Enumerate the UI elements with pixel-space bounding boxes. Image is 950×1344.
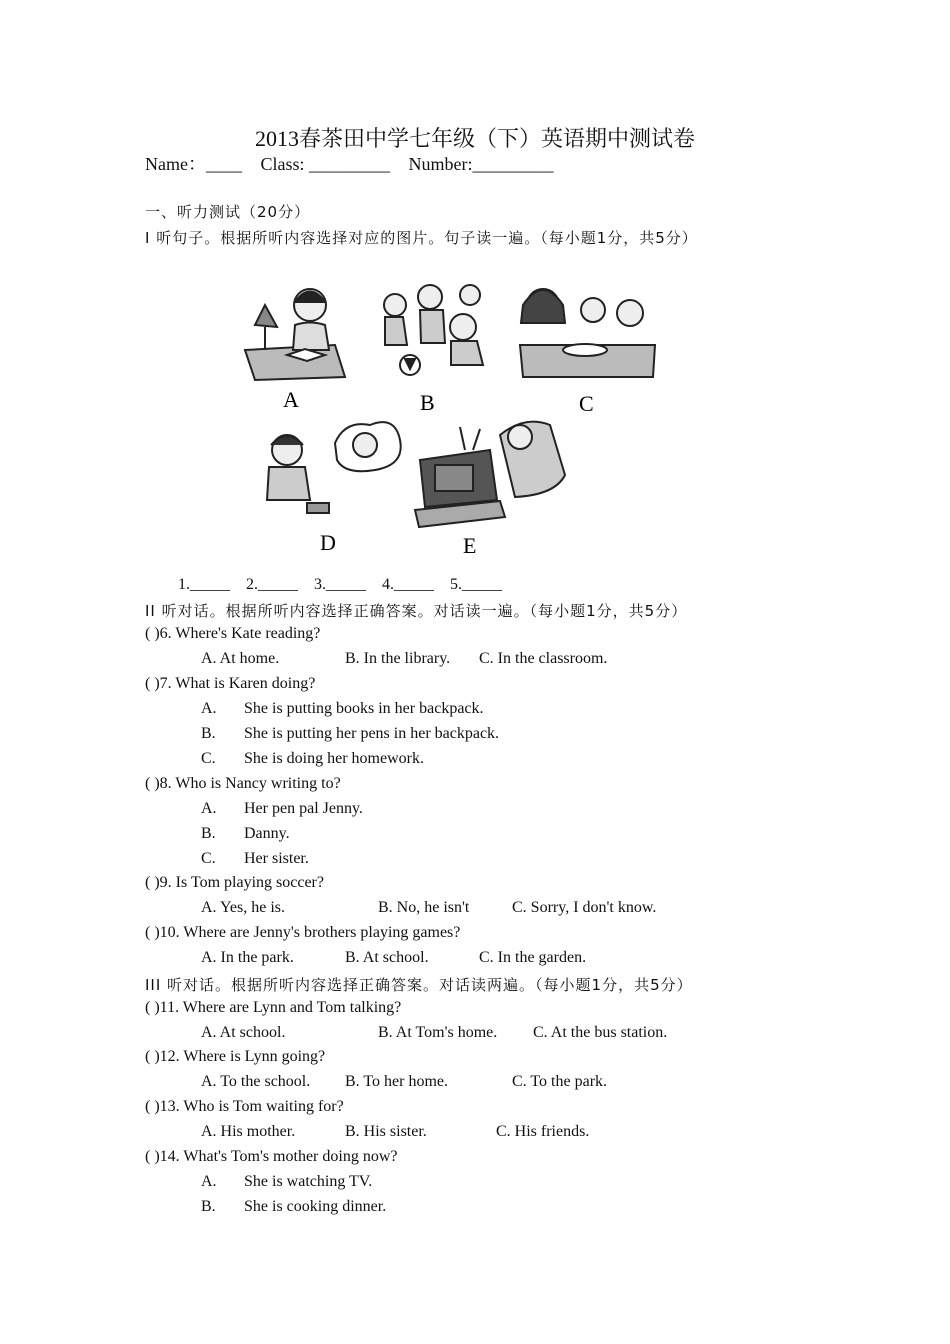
option-c: C. In the garden. xyxy=(479,949,587,966)
answer-blank-3: 3._____ xyxy=(314,576,366,593)
option-text: She is cooking dinner. xyxy=(244,1198,387,1215)
option-letter: B. xyxy=(201,1198,216,1215)
question-11: ( )11. Where are Lynn and Tom talking? xyxy=(145,999,402,1016)
picture-label-e: E xyxy=(463,533,477,558)
picture-e-tv xyxy=(415,422,565,527)
option-letter: C. xyxy=(201,850,216,867)
option-c: C. His friends. xyxy=(496,1123,590,1140)
part2-instruction: II 听对话。根据所听内容选择正确答案。对话读一遍。（每小题1分，共5分） xyxy=(145,602,688,620)
option-letter: A. xyxy=(201,700,217,717)
exam-title: 2013春茶田中学七年级（下）英语期中测试卷 xyxy=(254,126,695,151)
option-a: A. In the park. xyxy=(201,949,294,966)
question-10: ( )10. Where are Jenny's brothers playing games? xyxy=(145,924,461,941)
question-8: ( )8. Who is Nancy writing to? xyxy=(145,775,341,792)
option-b: B. At Tom's home. xyxy=(378,1024,498,1041)
option-text: She is doing her homework. xyxy=(244,750,424,767)
option-b: B. His sister. xyxy=(345,1123,427,1140)
part1-answer-blanks xyxy=(178,576,514,594)
option-c: C. In the classroom. xyxy=(479,650,608,667)
question-12: ( )12. Where is Lynn going? xyxy=(145,1048,326,1065)
option-letter: A. xyxy=(201,1173,217,1190)
picture-label-b: B xyxy=(420,390,435,415)
picture-label-a: A xyxy=(283,387,299,412)
picture-a-studying xyxy=(245,289,345,380)
answer-blank-1: 1._____ xyxy=(178,576,230,593)
option-b: B. No, he isn't xyxy=(378,899,470,916)
option-b: B. At school. xyxy=(345,949,429,966)
picture-c-dinner xyxy=(520,289,655,377)
option-b: B. To her home. xyxy=(345,1073,449,1090)
option-letter: C. xyxy=(201,750,216,767)
class-field: Class: _________ xyxy=(260,154,390,174)
section-heading-listening: 一、听力测试（20分） xyxy=(145,203,311,221)
picture-b-soccer xyxy=(384,285,483,375)
option-a: A. Yes, he is. xyxy=(201,899,286,916)
option-c: C. Sorry, I don't know. xyxy=(512,899,657,916)
option-letter: B. xyxy=(201,725,216,742)
option-a: A. His mother. xyxy=(201,1123,296,1140)
option-letter: A. xyxy=(201,800,217,817)
picture-label-d: D xyxy=(320,530,336,555)
question-7: ( )7. What is Karen doing? xyxy=(145,675,316,692)
answer-blank-2: 2._____ xyxy=(246,576,298,593)
option-c: C. At the bus station. xyxy=(533,1024,668,1041)
option-text: Her sister. xyxy=(244,850,309,867)
name-field: Name：____ xyxy=(145,154,242,174)
listening-pictures xyxy=(225,265,685,565)
answer-blank-5: 5._____ xyxy=(450,576,502,593)
number-field: Number:_________ xyxy=(408,154,554,174)
option-c: C. To the park. xyxy=(512,1073,608,1090)
part1-instruction: I 听句子。根据所听内容选择对应的图片。句子读一遍。（每小题1分，共5分） xyxy=(145,229,698,247)
question-14: ( )14. What's Tom's mother doing now? xyxy=(145,1148,398,1165)
student-info-line xyxy=(145,150,567,176)
answer-blank-4: 4._____ xyxy=(382,576,434,593)
option-text: She is putting books in her backpack. xyxy=(244,700,484,717)
picture-d-phone xyxy=(267,422,401,513)
option-a: A. At home. xyxy=(201,650,280,667)
question-9: ( )9. Is Tom playing soccer? xyxy=(145,874,324,891)
option-a: A. At school. xyxy=(201,1024,286,1041)
option-text: Danny. xyxy=(244,825,290,842)
option-text: She is putting her pens in her backpack. xyxy=(244,725,500,742)
option-a: A. To the school. xyxy=(201,1073,311,1090)
option-b: B. In the library. xyxy=(345,650,451,667)
part3-instruction: III 听对话。根据所听内容选择正确答案。对话读两遍。（每小题1分，共5分） xyxy=(145,976,693,994)
picture-label-c: C xyxy=(579,391,594,416)
option-text: Her pen pal Jenny. xyxy=(244,800,363,817)
option-letter: B. xyxy=(201,825,216,842)
question-13: ( )13. Who is Tom waiting for? xyxy=(145,1098,344,1115)
option-text: She is watching TV. xyxy=(244,1173,373,1190)
question-6: ( )6. Where's Kate reading? xyxy=(145,625,321,642)
